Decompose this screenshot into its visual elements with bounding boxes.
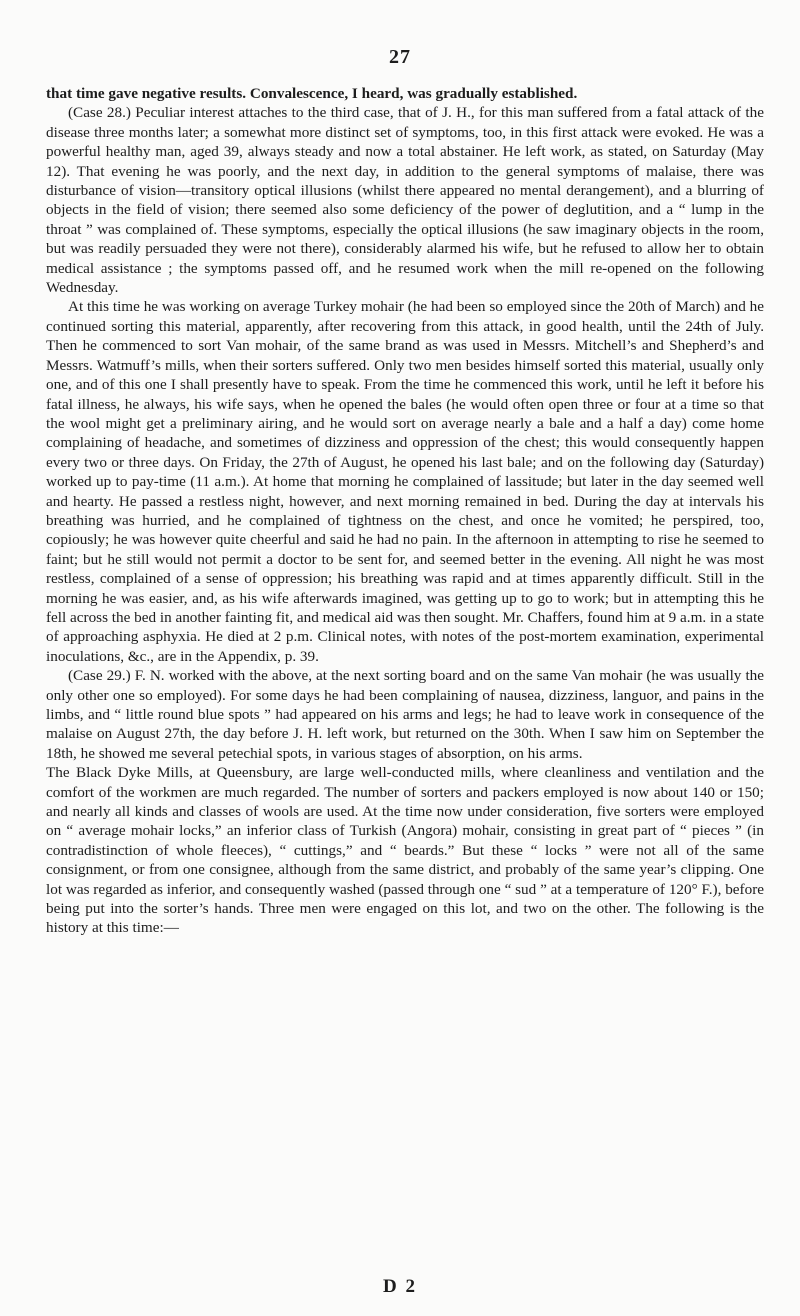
paragraph-black-dyke-mills: The Black Dyke Mills, at Queensbury, are large well-conducted mills, where cleanliness and ventilation and the comfort of the workmen are much regarded. The number of sorters and packers employed is now about 140 or 150; and nearly all kinds and classes of wools are used. At the time now under consideration, five sorters were employed on “ average mohair locks,” an inferior class of Turkish (Angora) mohair, consisting in great part of “ pieces ” (in contradistinction of whole fleeces), “ cuttings,” and “ beards.” But these “ locks ” were not all of the same consignment, or from one consignee, although from the same district, and probably of the same year’s clipping. One lot was regarded as inferior, and consequently washed (passed through one “ sud ” at a temperature of 120° F.), before being put into the sorter’s hands. Three men were engaged on this lot, and two on the other. The following is the history at this time:—: [46, 764, 764, 937]
paragraph-case-28-continued: At this time he was working on average Turkey mohair (he had been so employed since the 20th of March) and he continued sorting this material, apparently, after recovering from this attack, in good health, until the 24th of July. Then he commenced to sort Van mohair, of the same brand as was used in Messrs. Mitchell’s and Shepherd’s and Messrs. Watmuff’s mills, when their sorters suffered. Only two men besides himself sorted this material, usually only one, and of this one I shall presently have to speak. From the time he commenced this work, until he left it before his fatal illness, he always, his wife says, when he opened the bales (he would often open three or four at a time so that the wool might get a preliminary airing, and he would sort on average nearly a bale and a half a day) come home complaining of headache, and sometimes of dizziness and oppression of the chest; this would consequently happen every two or three days. On Friday, the 27th of August, he opened his last bale; and on the following day (Saturday) worked up to pay-time (11 a.m.). At home that morning he complained of lassitude; but later in the day seemed well and hearty. He passed a restless night, however, and next morning remained in bed. During the day at intervals his breathing was hurried, and he complained of tightness on the chest, and once he vomited; he perspired, too, copiously; he was however quite cheerful and said he had no pain. In the afternoon in attempting to rise he seemed to faint; but he still would not permit a doctor to be sent for, and seemed better in the evening. All night he was most restless, complained of a sense of oppression; his breathing was rapid and at times apparently difficult. Still in the morning he was easier, and, as his wife afterwards imagined, was getting up to go to work; but in attempting this he fell across the bed in another fainting fit, and medical aid was then sought. Mr. Chaffers, found him at 9 a.m. in a state of approaching asphyxia. He died at 2 p.m. Clinical notes, with notes of the post-mortem examination, experimental inoculations, &c., are in the Appendix, p. 39.: [46, 298, 764, 665]
paragraph-continuation: that time gave negative results. Convalescence, I heard, was gradually established.: [46, 85, 578, 102]
body-text: [46, 84, 764, 938]
page-number: 27: [389, 46, 411, 68]
paragraph-case-29: (Case 29.) F. N. worked with the above, at the next sorting board and on the same Van mohair (he was usually the only other one so employed). For some days he had been complaining of nausea, dizziness, languor, and pains in the limbs, and “ little round blue spots ” had appeared on his arms and legs; he had to leave work in consequence of the malaise on August 27th, the day before J. H. left work, but returned on the 30th. When I saw him on September the 18th, he showed me several petechial spots, in various stages of absorption, on his arms.: [46, 667, 764, 762]
signature-mark: D 2: [383, 1276, 417, 1297]
paragraph-case-28: (Case 28.) Peculiar interest attaches to the third case, that of J. H., for this man suffered from a fatal attack of the disease three months later; a somewhat more distinct set of symptoms, too, in this first attack were evoked. He was a powerful healthy man, aged 39, always steady and now a total abstainer. He left work, as stated, on Saturday (May 12). That evening he was poorly, and the next day, in addition to the general symptoms of malaise, there was disturbance of vision—transitory optical illusions (whilst there appeared no mental derangement), and a blurring of objects in the field of vision; there seemed also some deficiency of the power of deglutition, and a “ lump in the throat ” was complained of. These symptoms, especially the optical illusions (he saw imaginary objects in the room, but was readily persuaded they were not there), considerably alarmed his wife, but he refused to allow her to obtain medical assistance ; the symptoms passed off, and he resumed work when the mill re-opened on the following Wednesday.: [46, 104, 764, 297]
